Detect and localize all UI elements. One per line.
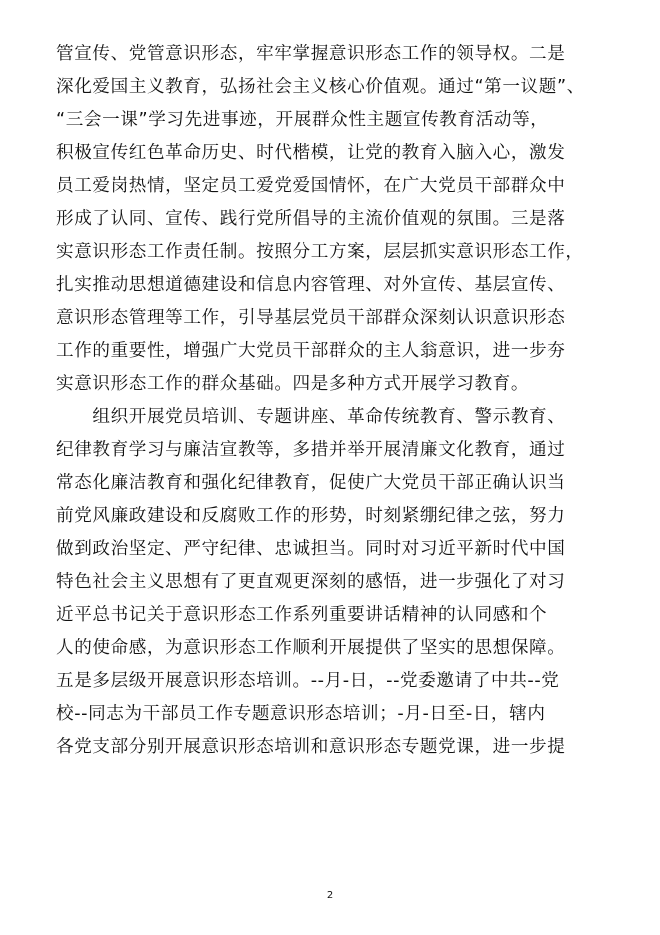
- body-text: [56, 38, 604, 764]
- text-line: 特色社会主义思想有了更直观更深刻的感悟，进一步强化了对习: [56, 572, 566, 592]
- text-line: 近平总书记关于意识形态工作系列重要讲话精神的认同感和个: [56, 605, 548, 625]
- text-line: 各党支部分别开展意识形态培训和意识形态专题党课，进一步提: [56, 737, 566, 757]
- text-line: 常态化廉洁教育和强化纪律教育，促使广大党员干部正确认识当: [56, 473, 566, 493]
- text-line: 实意识形态工作的群众基础。四是多种方式开展学习教育。: [56, 374, 530, 394]
- text-line: 五是多层级开展意识形态培训。--月-日，--党委邀请了中共--党: [56, 671, 560, 691]
- text-line: 深化爱国主义教育，弘扬社会主义核心价值观。通过“第一议题”、: [56, 77, 585, 97]
- text-line: 组织开展党员培训、专题讲座、革命传统教育、警示教育、: [56, 407, 566, 427]
- text-line: 实意识形态工作责任制。按照分工方案，层层抓实意识形态工作，: [56, 242, 584, 262]
- text-line: 工作的重要性，增强广大党员干部群众的主人翁意识，进一步夯: [56, 341, 566, 361]
- text-line: “三会一课”学习先进事迹，开展群众性主题宣传教育活动等，: [56, 110, 549, 130]
- text-line: 积极宣传红色革命历史、时代楷模，让党的教育入脑入心，激发: [56, 143, 566, 163]
- text-line: 前党风廉政建设和反腐败工作的形势，时刻紧绷纪律之弦，努力: [56, 506, 566, 526]
- text-line: 员工爱岗热情，坚定员工爱党爱国情怀，在广大党员干部群众中: [56, 176, 566, 196]
- text-line: 校--同志为干部员工作专题意识形态培训；-月-日至-日，辖内: [56, 704, 546, 724]
- text-line: 纪律教育学习与廉洁宣教等，多措并举开展清廉文化教育，通过: [56, 440, 566, 460]
- page-number: 2: [326, 890, 334, 901]
- text-line: 意识形态管理等工作，引导基层党员干部群众深刻认识意识形态: [56, 308, 566, 328]
- text-line: 管宣传、党管意识形态，牢牢掌握意识形态工作的领导权。二是: [56, 44, 566, 64]
- text-line: 做到政治坚定、严守纪律、忠诚担当。同时对习近平新时代中国: [56, 539, 566, 559]
- text-line: 扎实推动思想道德建设和信息内容管理、对外宣传、基层宣传、: [56, 275, 566, 295]
- text-line: 形成了认同、宣传、践行党所倡导的主流价值观的氛围。三是落: [56, 209, 566, 229]
- text-line: 人的使命感，为意识形态工作顺利开展提供了坚实的思想保障。: [56, 638, 566, 658]
